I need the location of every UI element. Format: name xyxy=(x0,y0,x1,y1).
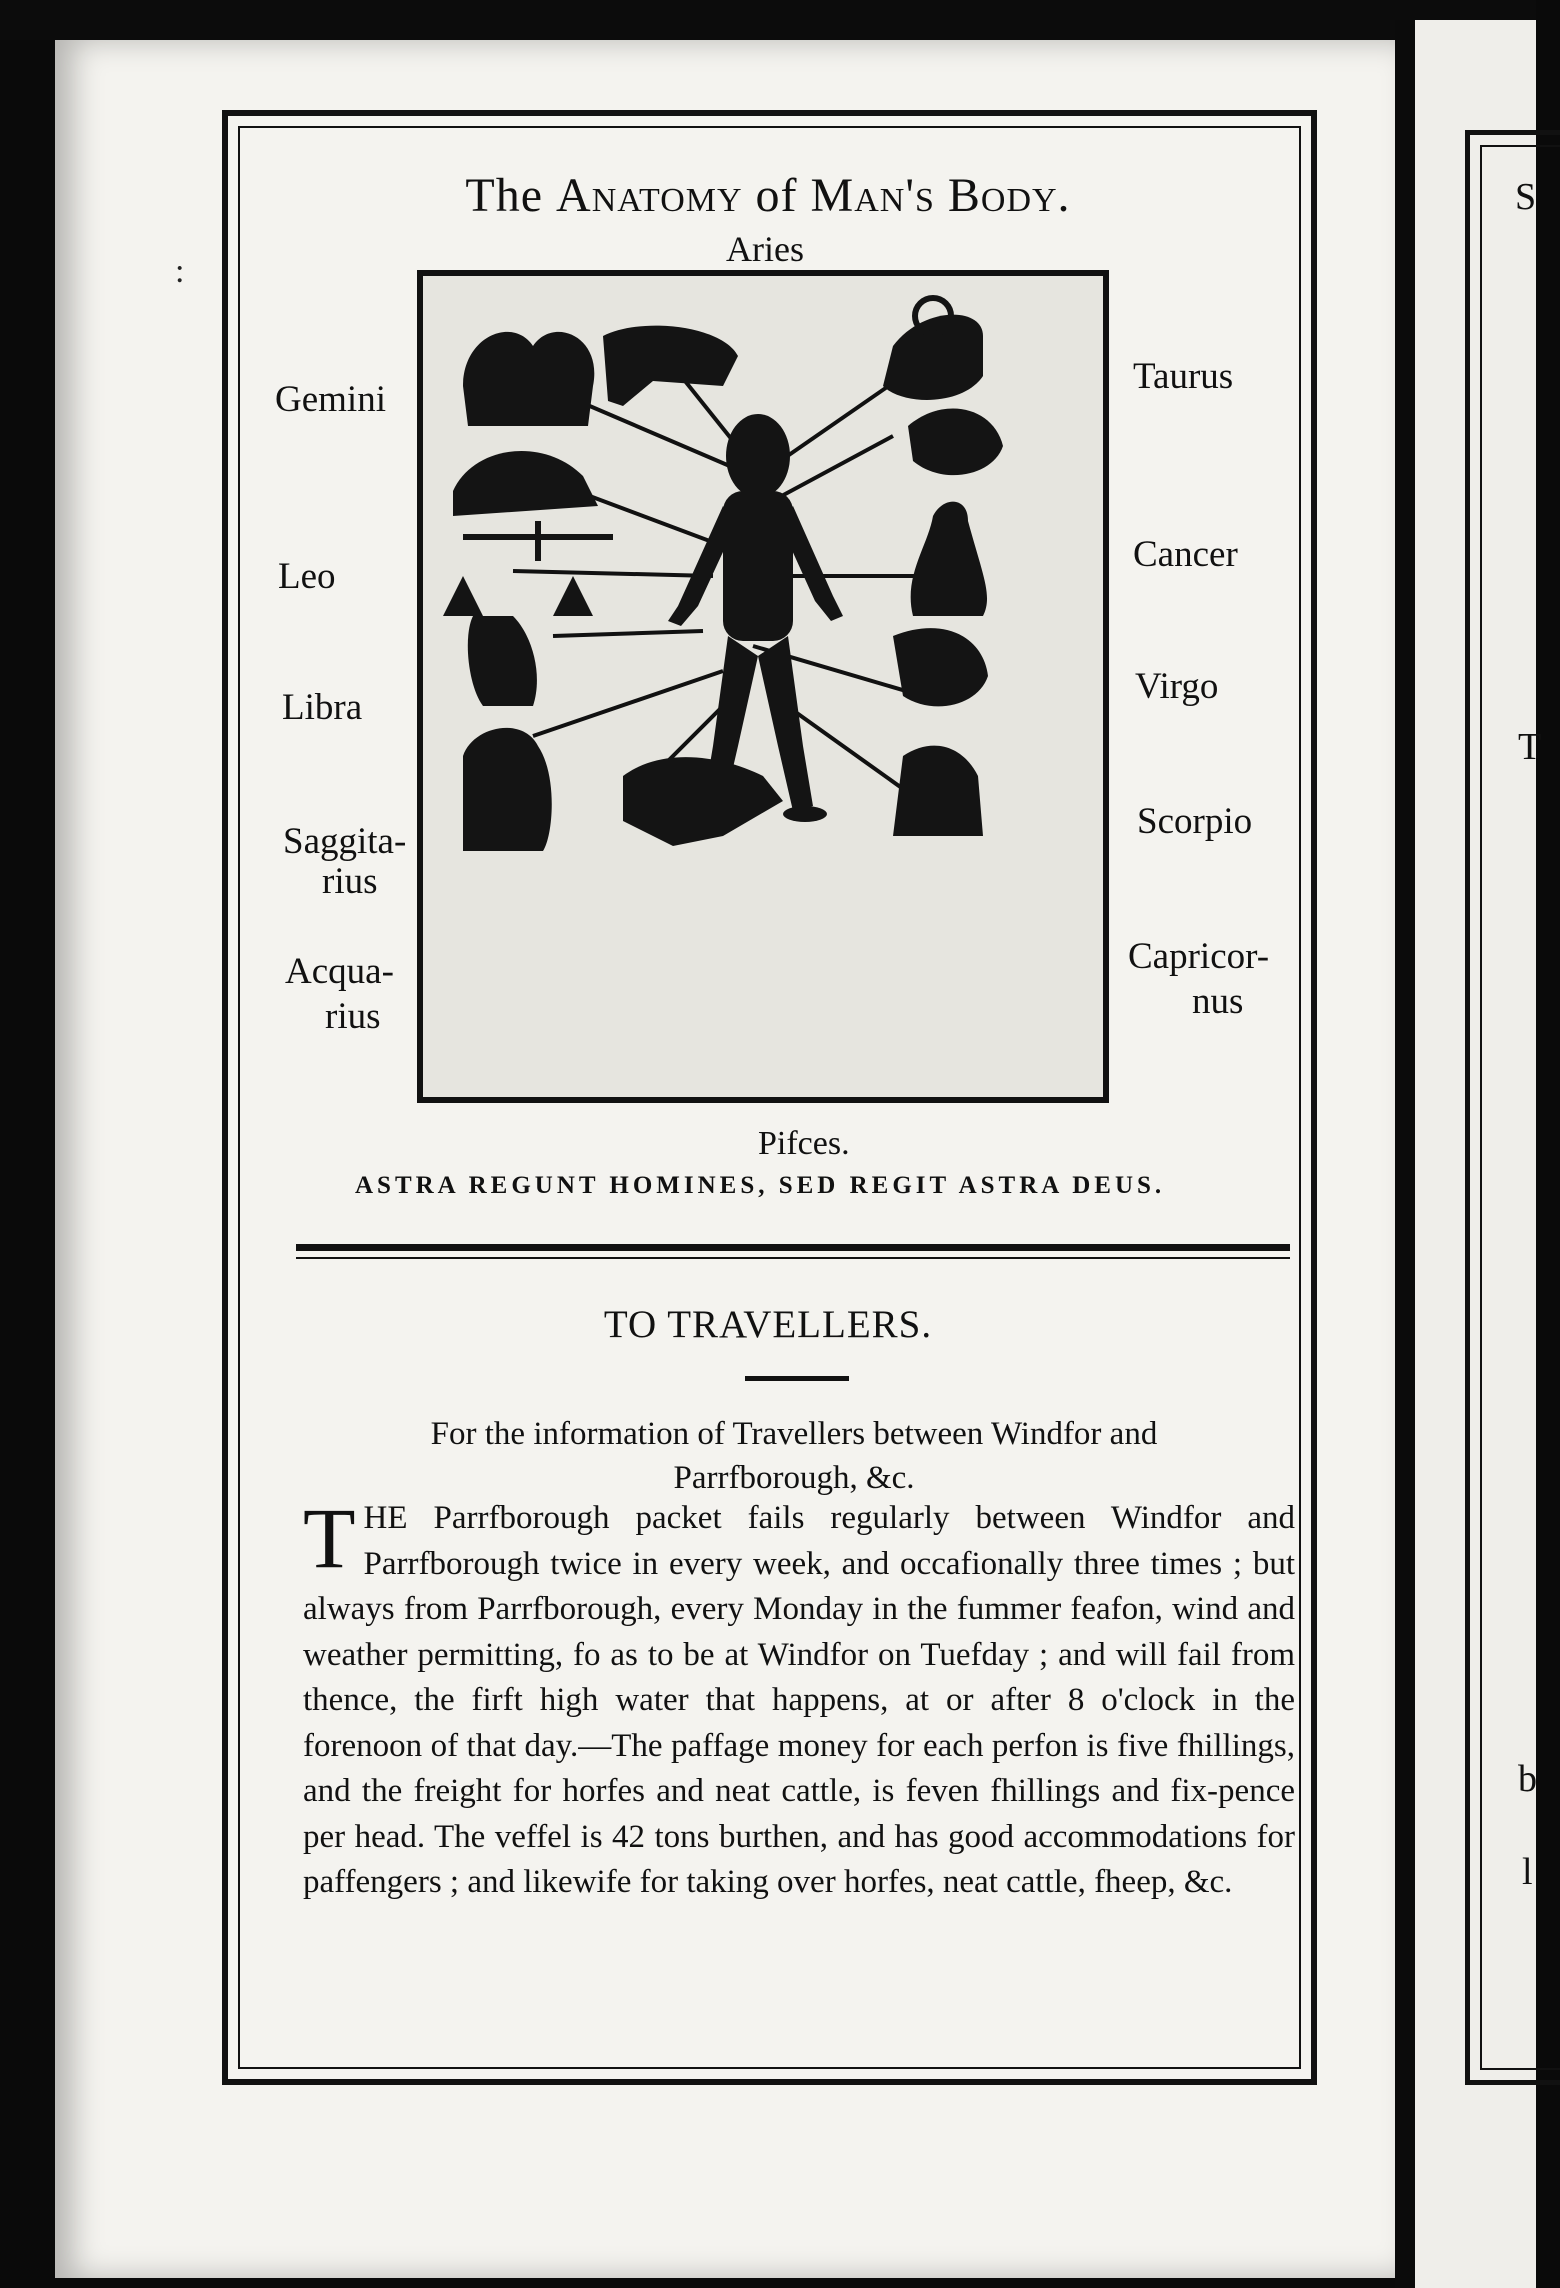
label-virgo: Virgo xyxy=(1135,666,1219,707)
intro-line: Parrfborough, &c. xyxy=(673,1460,915,1496)
heading-rule xyxy=(745,1376,849,1381)
label-scorpio: Scorpio xyxy=(1137,801,1253,842)
section-divider xyxy=(296,1244,1290,1251)
facing-page-letter: T xyxy=(1518,726,1542,768)
label-gemini: Gemini xyxy=(275,379,386,420)
scan-border xyxy=(0,0,1536,40)
label-cancer: Cancer xyxy=(1133,534,1238,575)
body-paragraph: Parrfborough packet fails regularly between Windfor and Parrfborough twice in every week, and occafionally three times ; but always from Parrfborough, every Monday in the fummer feafon, wind and weather permitting, fo as to be at Windfor on Tuefday ; and will fail from thence, the firft high water that happens, at or after 8 o'clock in the forenoon of that day.—The paffage money for each perfon is five fhillings, and the freight for horfes and neat cattle, is feven fhillings and fix-pence per head. The veffel is 42 tons burthen, and has good accommodations for paffengers ; and likewife for taking over horfes, neat cattle, fheep, &c. xyxy=(303,1500,1295,1900)
woodcut-illustration xyxy=(423,276,1103,1097)
facing-page-frame xyxy=(1465,130,1560,2085)
facing-page-letter: l xyxy=(1522,1851,1533,1893)
article-intro xyxy=(297,1412,1291,1500)
title-word: of xyxy=(755,169,798,222)
label-taurus: Taurus xyxy=(1133,356,1234,397)
title-word: The xyxy=(465,169,544,222)
page-title xyxy=(0,168,1536,223)
label-aquarius-line2: rius xyxy=(325,996,381,1037)
section-divider-thin xyxy=(296,1257,1290,1259)
label-libra: Libra xyxy=(282,687,363,728)
book-gutter xyxy=(1395,20,1415,2288)
drop-cap: T xyxy=(303,1490,356,1586)
label-pisces: Pifces. xyxy=(758,1125,850,1162)
latin-motto: ASTRA REGUNT HOMINES, SED REGIT ASTRA DEUS. xyxy=(355,1172,1166,1199)
label-capricornus-line1: Capricor- xyxy=(1128,936,1270,977)
section-heading: TO TRAVELLERS. xyxy=(603,1303,933,1346)
facing-page-letter: b xyxy=(1518,1758,1537,1800)
label-capricornus-line2: nus xyxy=(1192,981,1244,1022)
label-aries: Aries xyxy=(726,229,804,269)
label-sagittarius-line1: Saggita- xyxy=(283,821,407,862)
label-aquarius-line1: Acqua- xyxy=(285,951,394,992)
intro-line: For the information of Travellers between Windfor and xyxy=(430,1416,1158,1452)
edge-mark: : xyxy=(175,253,185,290)
label-leo: Leo xyxy=(278,556,336,597)
article-body xyxy=(303,1490,1295,1906)
zodiac-man-woodcut xyxy=(417,270,1109,1103)
title-word: Anatomy xyxy=(556,169,743,222)
facing-page-letter: S xyxy=(1515,176,1537,218)
first-word: HE xyxy=(363,1500,408,1536)
label-sagittarius-line2: rius xyxy=(322,861,378,902)
title-word: Man's Body. xyxy=(810,169,1071,222)
